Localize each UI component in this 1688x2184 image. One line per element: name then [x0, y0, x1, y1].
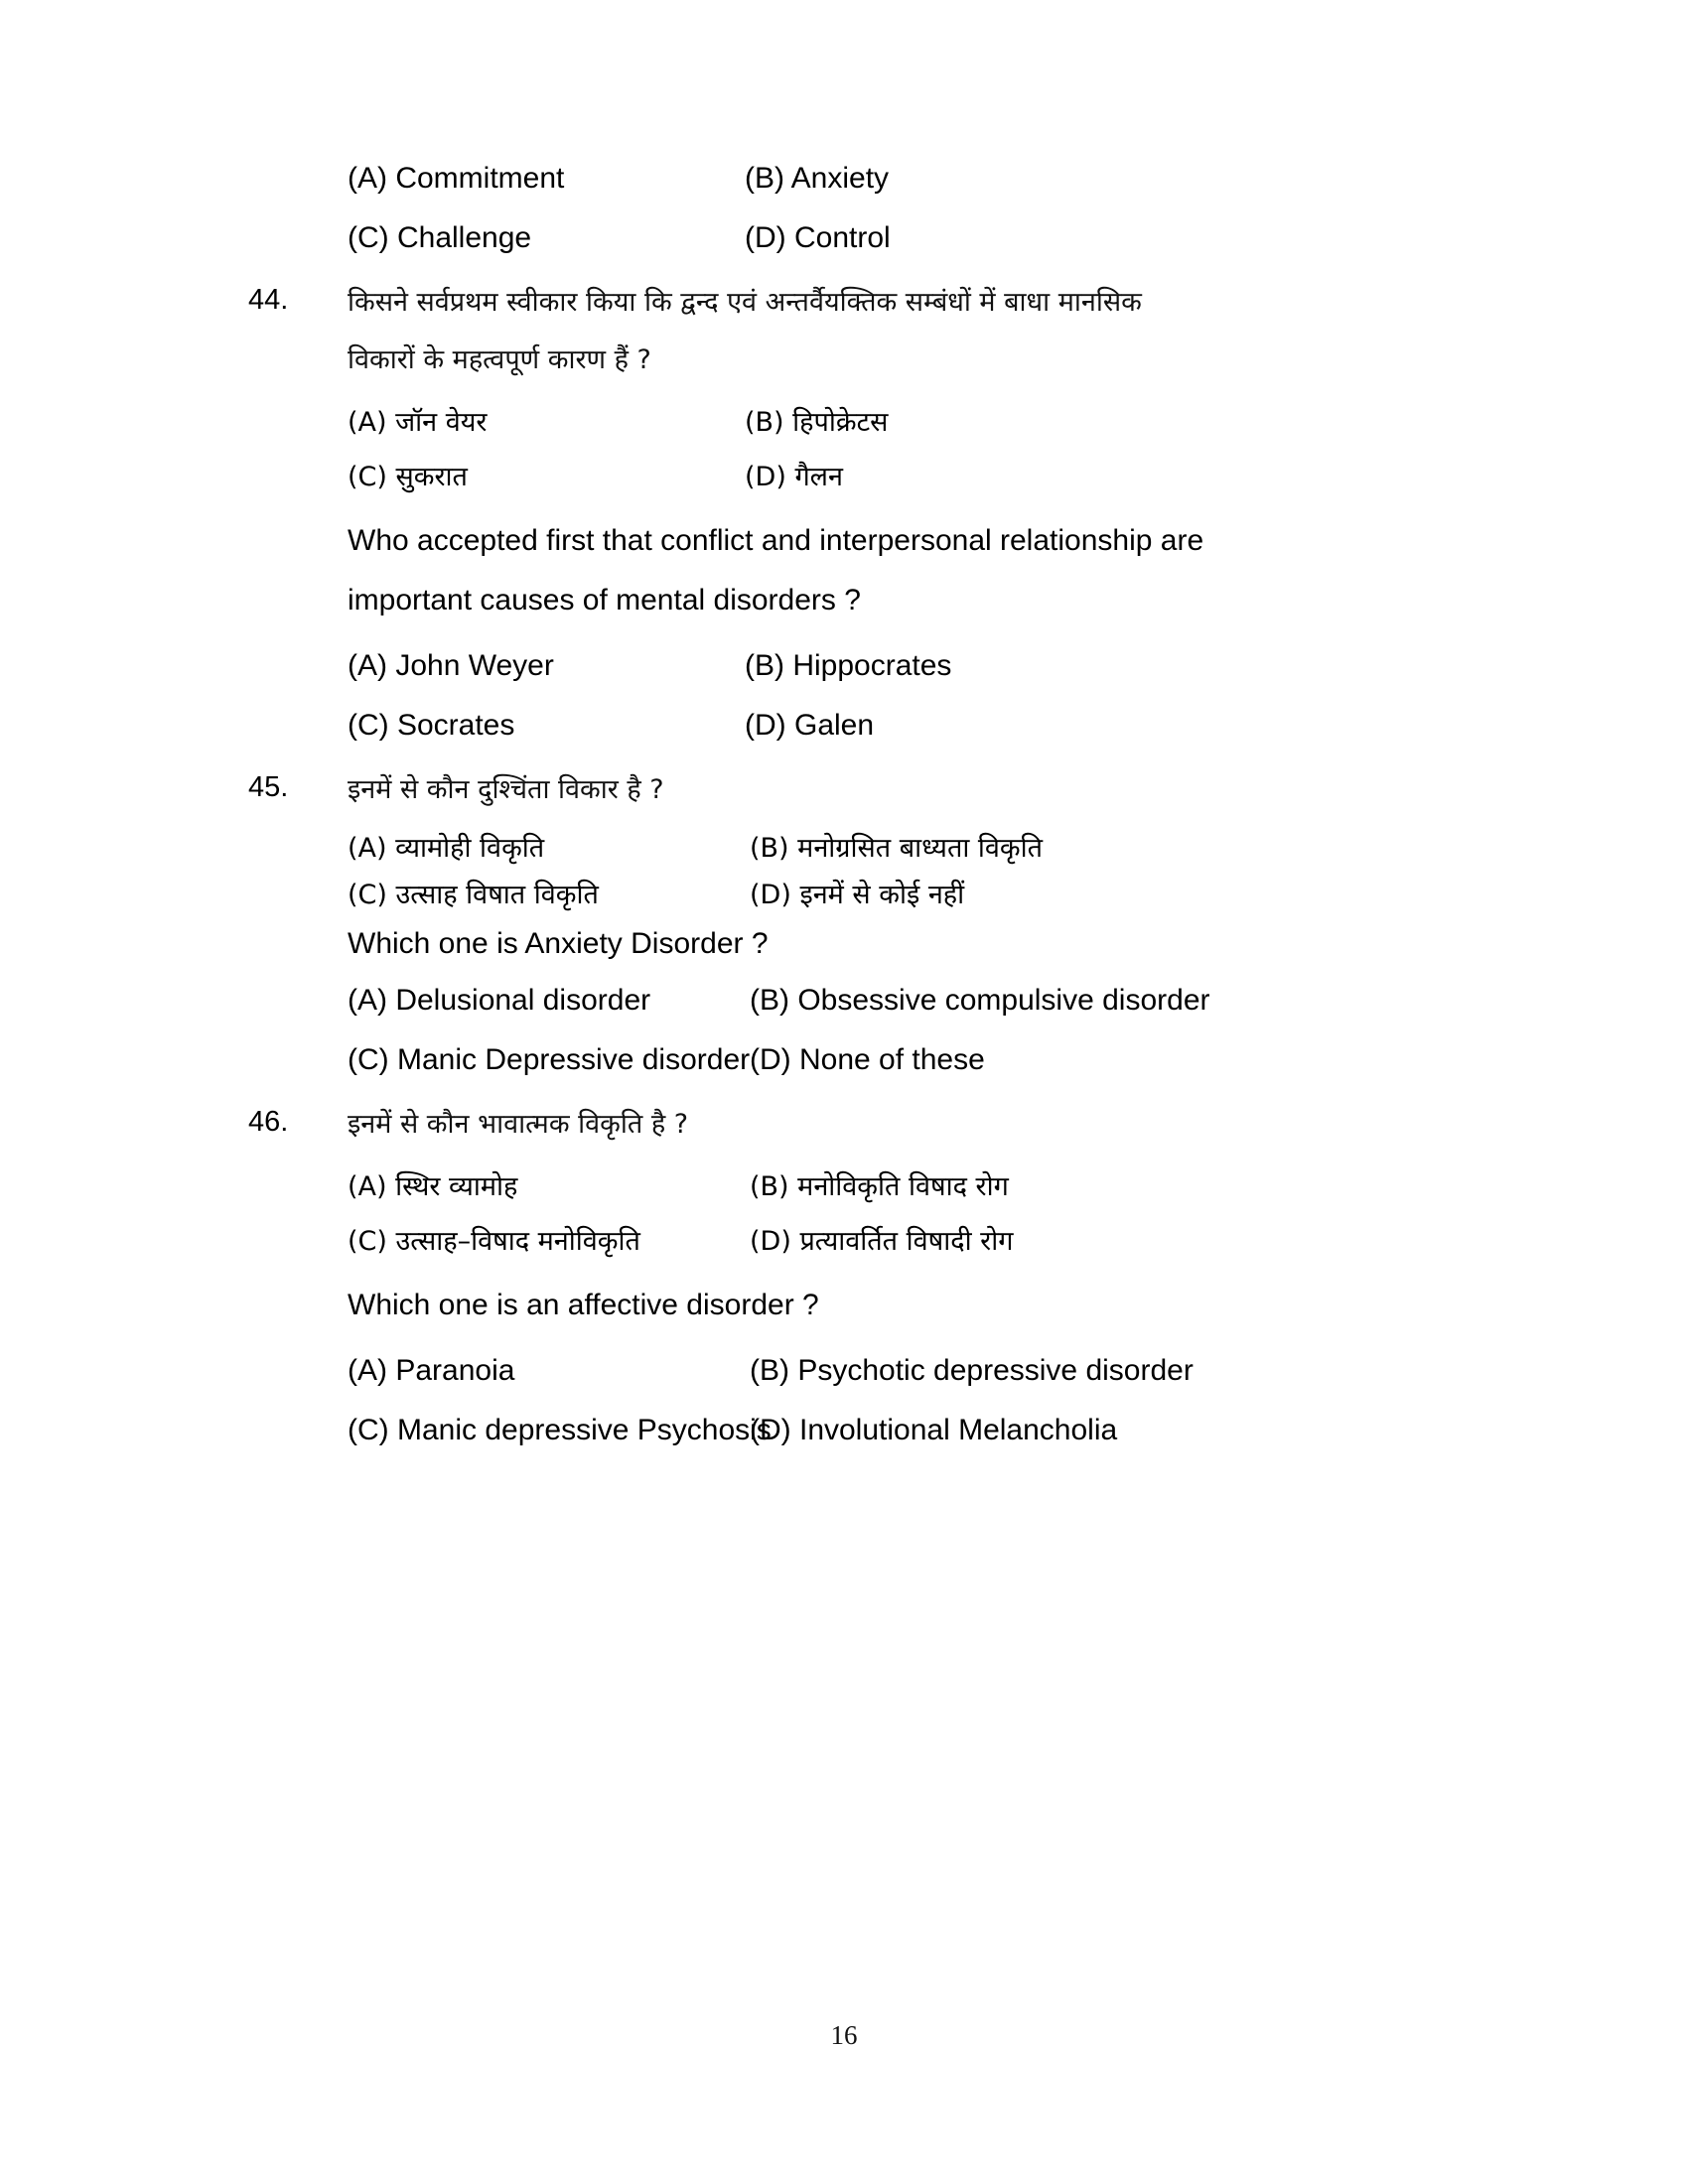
question-44-hindi-stem-line-1: किसने सर्वप्रथम स्वीकार किया कि द्वन्द एवं अन्तर्वैयक्तिक सम्बंधों में बाधा मानसिक [348, 287, 1142, 318]
question-44-hindi-option-c[interactable]: (C) सुकरात [348, 462, 468, 493]
question-46-hindi-stem: इनमें से कौन भावात्मक विकृति है ? [348, 1108, 689, 1140]
question-44-english-option-b[interactable]: (B) Hippocrates [745, 648, 952, 682]
option-d[interactable]: (D) Control [745, 221, 891, 254]
question-45-hindi-option-c[interactable]: (C) उत्साह विषात विकृति [348, 880, 599, 911]
question-44-english-stem-line-2: important causes of mental disorders ? [348, 583, 861, 616]
question-45-english-option-d[interactable]: (D) None of these [750, 1042, 985, 1076]
carryover-options-grid [348, 149, 1479, 208]
question-46-english-option-a[interactable]: (A) Paranoia [348, 1353, 515, 1387]
question-45-hindi-option-b[interactable]: (B) मनोग्रसित बाध्यता विकृति [750, 832, 1044, 864]
question-45-english-option-b[interactable]: (B) Obsessive compulsive disorder [750, 983, 1210, 1017]
question-44-hindi-stem-line-2: विकारों के महत्वपूर्ण कारण हैं ? [348, 344, 651, 376]
question-44-english-option-a[interactable]: (A) John Weyer [348, 648, 554, 682]
question-46-hindi-options-row-1 [348, 1160, 1479, 1214]
question-46-hindi-option-a[interactable]: (A) स्थिर व्यामोह [348, 1170, 518, 1202]
question-44-number: 44. [248, 284, 289, 316]
question-45-english-option-c[interactable]: (C) Manic Depressive disorder [348, 1042, 751, 1076]
page-number: 16 [830, 2020, 858, 2050]
option-c[interactable]: (C) Challenge [348, 221, 532, 254]
question-content-column [248, 149, 1479, 1460]
question-46-hindi-options-row-2 [348, 1214, 1479, 1269]
question-45 [248, 761, 1479, 1090]
question-45-hindi-stem: इनमें से कौन दुश्चिंता विकार है ? [348, 773, 664, 805]
question-46-english-option-c[interactable]: (C) Manic depressive Psychosis [348, 1413, 772, 1446]
carryover-options-grid-2 [348, 208, 1479, 268]
question-46-english-stem: Which one is an affective disorder ? [348, 1288, 819, 1321]
question-44-english-options-row-1 [348, 636, 1479, 696]
question-45-hindi-option-a[interactable]: (A) व्यामोही विकृति [348, 832, 545, 864]
question-46-number: 46. [248, 1105, 289, 1138]
question-44-english-stem-line-1: Who accepted first that conflict and interpersonal relationship are [348, 523, 1204, 557]
question-44-hindi-options-row-1 [348, 395, 1479, 450]
option-a[interactable]: (A) Commitment [348, 162, 565, 195]
question-45-hindi-options-row-1 [348, 825, 1479, 872]
question-44-hindi-option-b[interactable]: (B) हिपोक्रेटस [745, 407, 889, 439]
question-44-english-option-c[interactable]: (C) Socrates [348, 708, 515, 742]
question-44-english-option-d[interactable]: (D) Galen [745, 708, 875, 742]
question-44-hindi-options-row-2 [348, 450, 1479, 504]
question-46-hindi-option-c[interactable]: (C) उत्साह–विषाद मनोविकृति [348, 1226, 640, 1258]
question-44-hindi-option-a[interactable]: (A) जॉन वेयर [348, 407, 488, 439]
question-46-hindi-option-d[interactable]: (D) प्रत्यावर्तित विषादी रोग [750, 1226, 1014, 1258]
question-46 [248, 1096, 1479, 1460]
option-b[interactable]: (B) Anxiety [745, 162, 890, 195]
question-45-english-options-row-1 [348, 971, 1479, 1030]
question-46-hindi-option-b[interactable]: (B) मनोविकृति विषाद रोग [750, 1170, 1009, 1202]
question-44-english-options-row-2 [348, 696, 1479, 755]
question-45-english-options-row-2 [348, 1030, 1479, 1090]
question-46-english-option-d[interactable]: (D) Involutional Melancholia [750, 1413, 1118, 1446]
question-45-hindi-option-d[interactable]: (D) इनमें से कोई नहीं [750, 880, 965, 911]
question-44-hindi-option-d[interactable]: (D) गैलन [745, 462, 843, 493]
question-44 [248, 274, 1479, 755]
question-46-english-options-row-1 [348, 1341, 1479, 1401]
carryover-options-block [248, 149, 1479, 268]
question-46-english-option-b[interactable]: (B) Psychotic depressive disorder [750, 1353, 1194, 1387]
question-45-english-stem: Which one is Anxiety Disorder ? [348, 927, 769, 961]
question-46-english-options-row-2 [348, 1401, 1479, 1460]
question-45-number: 45. [248, 770, 289, 803]
question-45-english-option-a[interactable]: (A) Delusional disorder [348, 983, 651, 1017]
carryover-spacer [248, 149, 348, 153]
question-45-hindi-options-row-2 [348, 872, 1479, 918]
